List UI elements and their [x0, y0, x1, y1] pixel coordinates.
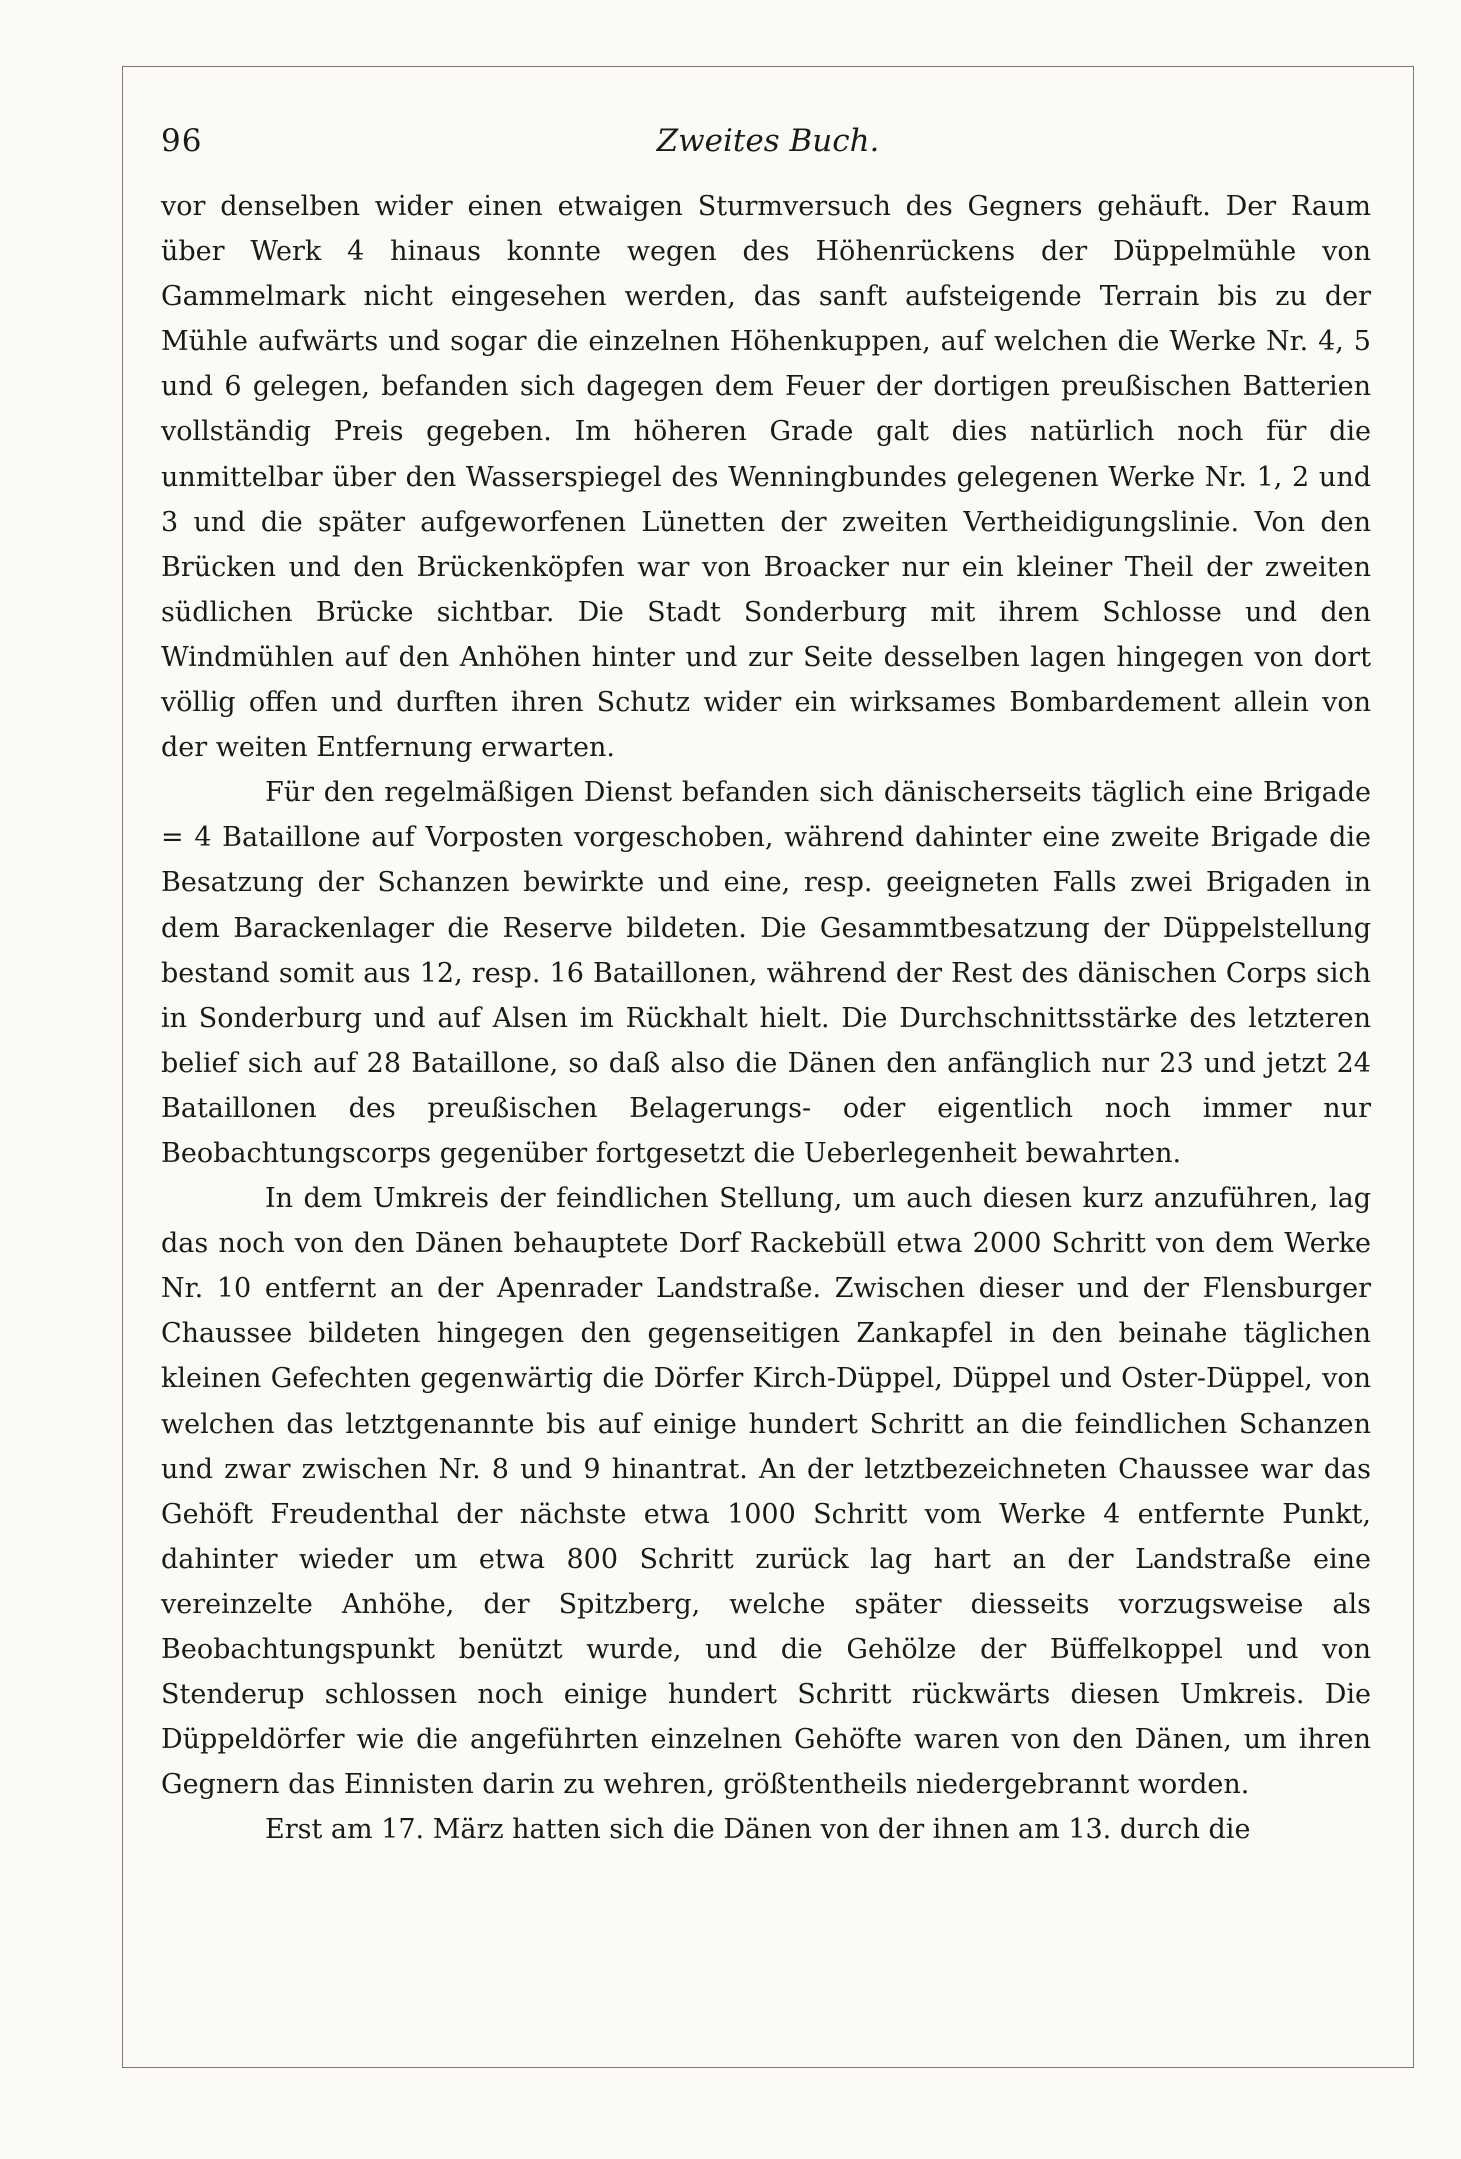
- paragraph: Für den regelmäßigen Dienst befanden sich dänischerseits täglich eine Brigade = 4 Bataillone auf Vorposten vorgeschoben, während dahinter eine zweite Brigade die Besatzung der Schanzen bewirkte und eine, resp. geeigneten Falls zwei Brigaden in dem Barackenlager die Reserve bildeten. Die Gesammtbesatzung der Düppelstellung bestand somit aus 12, resp. 16 Bataillonen, während der Rest des dänischen Corps sich in Sonderburg und auf Alsen im Rückhalt hielt. Die Durchschnittsstärke des letzteren belief sich auf 28 Bataillone, so daß also die Dänen den anfänglich nur 23 und jetzt 24 Bataillonen des preußischen Belagerungs- oder eigentlich noch immer nur Beobachtungscorps gegenüber fortgesetzt die Ueberlegenheit bewahrten.: [161, 777, 1371, 1169]
- running-head: Zweites Buch.: [656, 123, 880, 159]
- paragraph: In dem Umkreis der feindlichen Stellung, um auch diesen kurz anzuführen, lag das noch von den Dänen behauptete Dorf Rackebüll etwa 2000 Schritt von dem Werke Nr. 10 entfernt an der Apenrader Landstraße. Zwischen dieser und der Flensburger Chaussee bildeten hingegen den gegenseitigen Zankapfel in den beinahe täglichen kleinen Gefechten gegenwärtig die Dörfer Kirch-Düppel, Düppel und Oster-Düppel, von welchen das letztgenannte bis auf einige hundert Schritt an die feindlichen Schanzen und zwar zwischen Nr. 8 und 9 hinantrat. An der letztbezeichneten Chaussee war das Gehöft Freudenthal der nächste etwa 1000 Schritt vom Werke 4 entfernte Punkt, dahinter wieder um etwa 800 Schritt zurück lag hart an der Landstraße eine vereinzelte Anhöhe, der Spitzberg, welche später diesseits vorzugsweise als Beobachtungspunkt benützt wurde, und die Gehölze der Büffelkoppel und von Stenderup schlossen noch einige hundert Schritt rückwärts diesen Umkreis. Die Düppeldörfer wie die angeführten einzelnen Gehöfte waren von den Dänen, um ihren Gegnern das Einnisten darin zu wehren, größtentheils niedergebrannt worden.: [161, 1183, 1371, 1801]
- paragraph: vor denselben wider einen etwaigen Sturmversuch des Gegners gehäuft. Der Raum über Werk 4 hinaus konnte wegen des Höhenrückens der Düppelmühle von Gammelmark nicht eingesehen werden, das sanft aufsteigende Terrain bis zu der Mühle aufwärts und sogar die einzelnen Höhenkuppen, auf welchen die Werke Nr. 4, 5 und 6 gelegen, befanden sich dagegen dem Feuer der dortigen preußischen Batterien vollständig Preis gegeben. Im höheren Grade galt dies natürlich noch für die unmittelbar über den Wasserspiegel des Wenningbundes gelegenen Werke Nr. 1, 2 und 3 und die später aufgeworfenen Lünetten der zweiten Vertheidigungslinie. Von den Brücken und den Brückenköpfen war von Broacker nur ein kleiner Theil der zweiten südlichen Brücke sichtbar. Die Stadt Sonderburg mit ihrem Schlosse und den Windmühlen auf den Anhöhen hinter und zur Seite desselben lagen hingegen von dort völlig offen und durften ihren Schutz wider ein wirksames Bombardement allein von der weiten Entfernung erwarten.: [161, 191, 1371, 764]
- body-text: [161, 184, 1371, 1852]
- page-number: 96: [161, 123, 203, 159]
- page-frame: [122, 66, 1414, 2068]
- paragraph: Erst am 17. März hatten sich die Dänen von der ihnen am 13. durch die: [265, 1814, 1251, 1846]
